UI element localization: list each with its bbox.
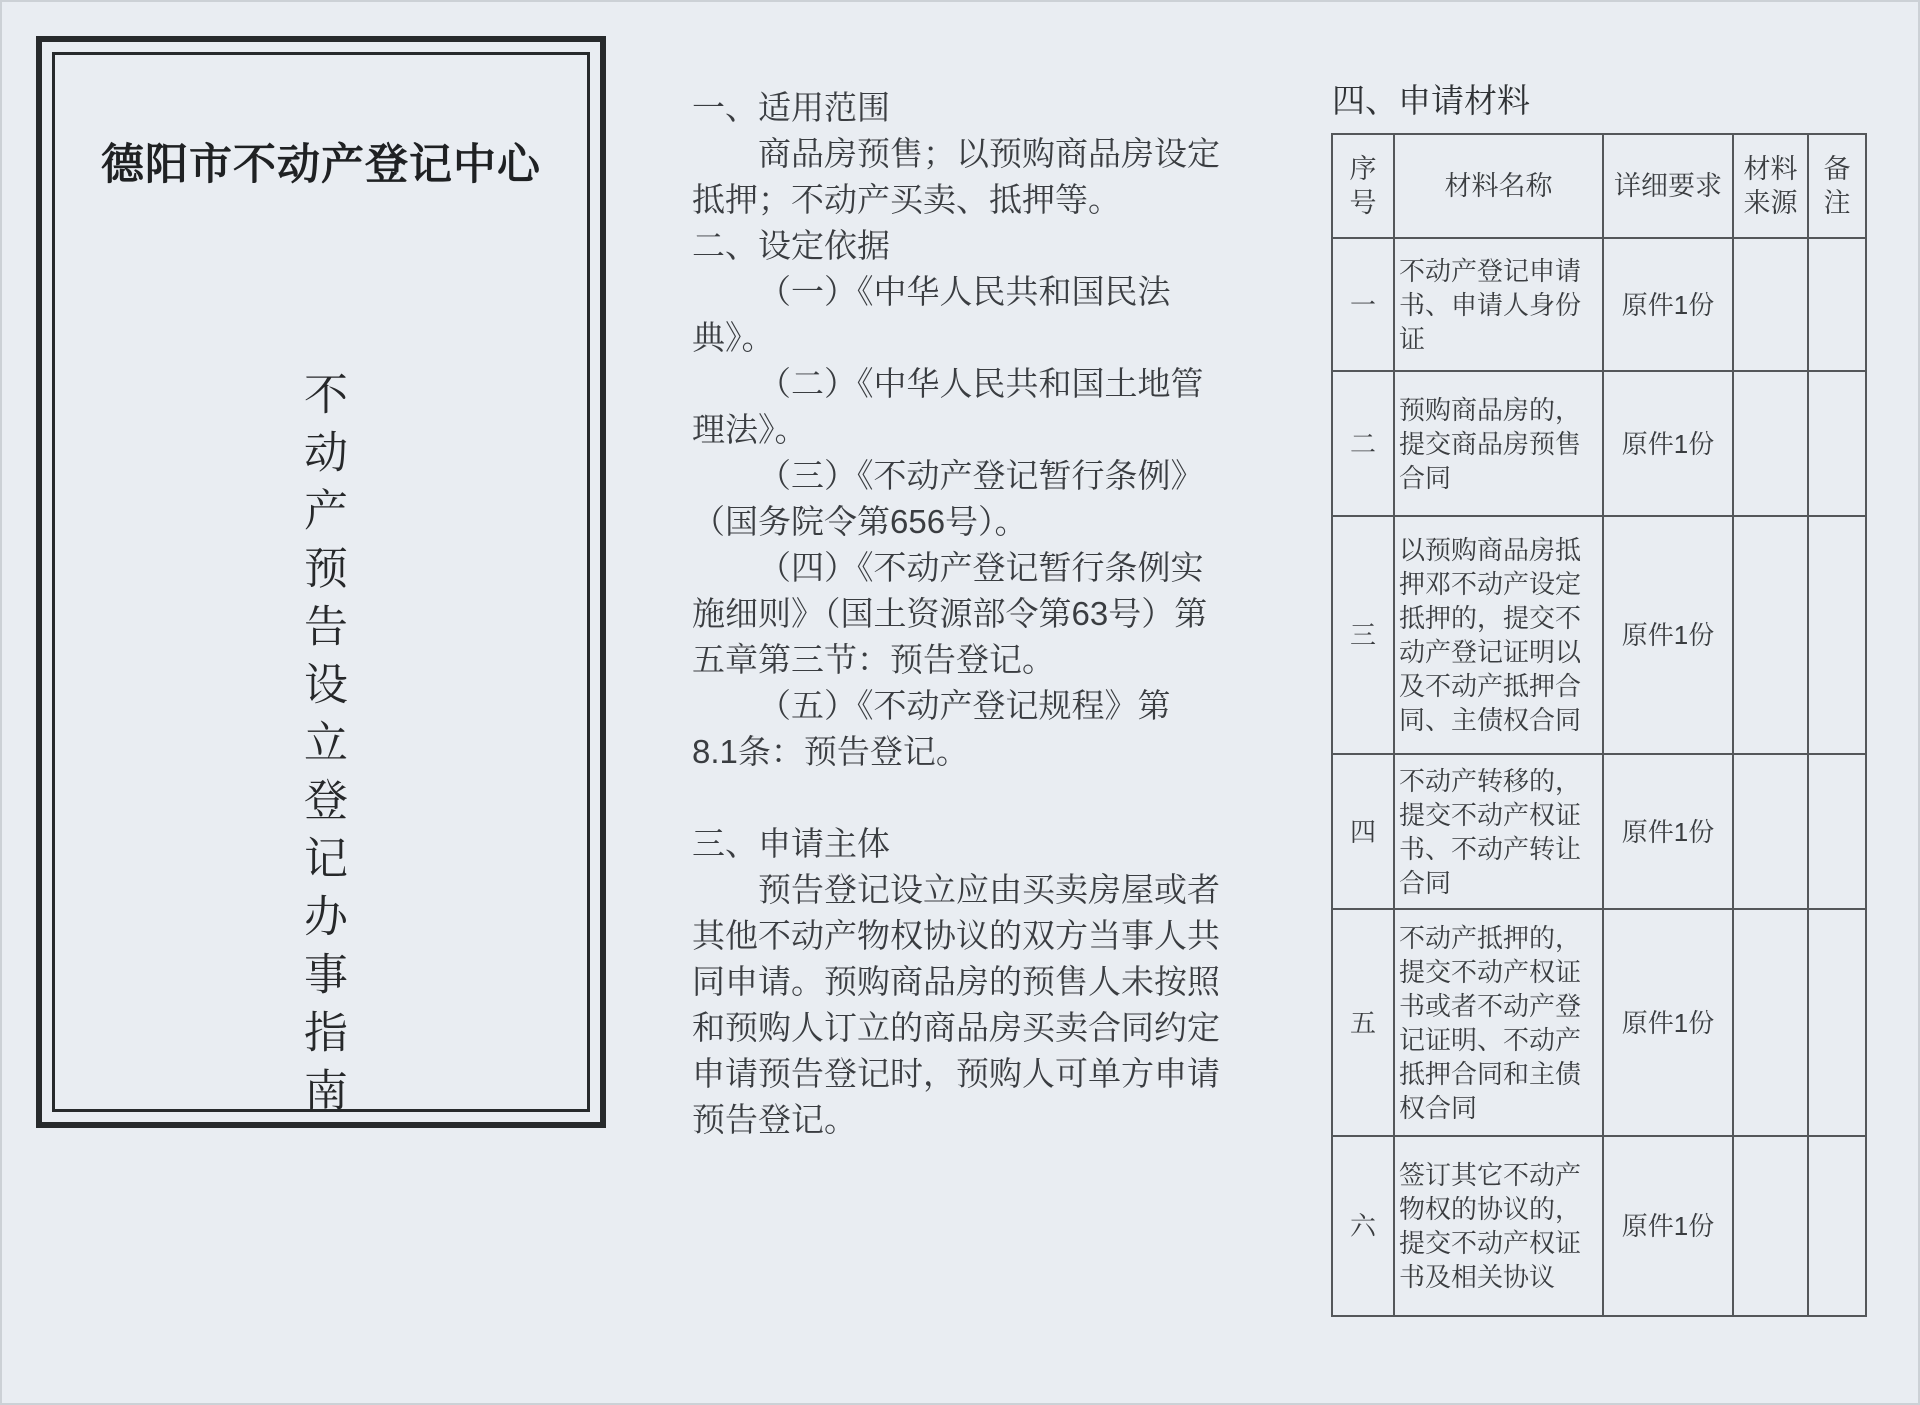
- header-requirements: 详细要求: [1603, 134, 1733, 238]
- cell-require: 原件1份: [1603, 516, 1733, 754]
- table-header-row: [1332, 134, 1866, 238]
- document-title-vertical: 不动产预告设立登记办事指南: [297, 371, 346, 1125]
- cell-seq-no: 四: [1332, 754, 1394, 909]
- cover-panel-inner-frame: [52, 52, 590, 1125]
- cell-source: [1733, 909, 1808, 1136]
- cell-material: 预购商品房的，提交商品房预售合同: [1394, 371, 1603, 516]
- cell-remark: [1808, 754, 1866, 909]
- cell-seq-no: 三: [1332, 516, 1394, 754]
- text-line: 预告登记设立应由买卖房屋或者: [758, 871, 1220, 908]
- header-source: 材料来源: [1733, 134, 1808, 238]
- cell-remark: [1808, 909, 1866, 1136]
- cell-source: [1733, 516, 1808, 754]
- cell-material: 不动产抵押的，提交不动产权证书或者不动产登记证明、不动产抵押合同和主债权合同: [1394, 909, 1603, 1136]
- cell-source: [1733, 754, 1808, 909]
- cell-material: 不动产登记申请书、申请人身份证: [1394, 238, 1603, 371]
- cell-seq-no: 六: [1332, 1136, 1394, 1316]
- organization-title: 德阳市不动产登记中心: [101, 142, 541, 189]
- cover-panel: [36, 36, 606, 1128]
- cell-source: [1733, 1136, 1808, 1316]
- table-row: [1332, 754, 1866, 909]
- cell-material: 以预购商品房抵押邓不动产设定抵押的，提交不动产登记证明以及不动产抵押合同、主债权合同: [1394, 516, 1603, 754]
- text-line: （三）《不动产登记暂行条例》: [758, 457, 1204, 494]
- text-line: 理法》。: [692, 411, 808, 448]
- cell-source: [1733, 371, 1808, 516]
- materials-table: [1331, 133, 1867, 1317]
- text-line: 预告登记。: [692, 1101, 857, 1138]
- cell-require: 原件1份: [1603, 1136, 1733, 1316]
- text-line: 施细则》（国土资源部令第63号）第: [692, 595, 1208, 632]
- text-line: 典》。: [692, 319, 775, 356]
- table-row: [1332, 516, 1866, 754]
- text-line: （一）《中华人民共和国民法: [758, 273, 1171, 310]
- header-remarks: 备注: [1808, 134, 1866, 238]
- cell-seq-no: 一: [1332, 238, 1394, 371]
- cell-seq-no: 五: [1332, 909, 1394, 1136]
- text-line: 和预购人订立的商品房买卖合同约定: [692, 1009, 1220, 1046]
- text-line: （二）《中华人民共和国土地管: [758, 365, 1204, 402]
- cell-require: 原件1份: [1603, 371, 1733, 516]
- text-line: 8.1条：预告登记。: [692, 733, 969, 770]
- cell-material: 不动产转移的，提交不动产权证书、不动产转让合同: [1394, 754, 1603, 909]
- text-line: 申请预告登记时，预购人可单方申请: [692, 1055, 1220, 1092]
- cell-material: 签订其它不动产物权的协议的，提交不动产权证书及相关协议: [1394, 1136, 1603, 1316]
- text-line: 同申请。预购商品房的预售人未按照: [692, 963, 1220, 1000]
- text-line: 商品房预售；以预购商品房设定: [758, 135, 1220, 172]
- text-line: 抵押；不动产买卖、抵押等。: [692, 181, 1121, 218]
- table-row: [1332, 909, 1866, 1136]
- cell-remark: [1808, 371, 1866, 516]
- cell-source: [1733, 238, 1808, 371]
- cell-remark: [1808, 1136, 1866, 1316]
- section-heading-subject: 三、申请主体: [692, 825, 890, 862]
- cell-remark: [1808, 238, 1866, 371]
- table-row: [1332, 238, 1866, 371]
- text-line: 五章第三节：预告登记。: [692, 641, 1055, 678]
- cell-require: 原件1份: [1603, 238, 1733, 371]
- cell-remark: [1808, 516, 1866, 754]
- section-heading-scope: 一、适用范围: [692, 89, 890, 126]
- section-heading-materials: 四、申请材料: [1332, 82, 1530, 119]
- blank-line: [692, 775, 1252, 821]
- cell-seq-no: 二: [1332, 371, 1394, 516]
- text-line: （五）《不动产登记规程》第: [758, 687, 1171, 724]
- table-row: [1332, 371, 1866, 516]
- text-line: 其他不动产物权协议的双方当事人共: [692, 917, 1220, 954]
- cell-require: 原件1份: [1603, 909, 1733, 1136]
- cell-require: 原件1份: [1603, 754, 1733, 909]
- body-text-column: [692, 85, 1252, 1143]
- header-material-name: 材料名称: [1394, 134, 1603, 238]
- table-row: [1332, 1136, 1866, 1316]
- text-line: （国务院令第656号）。: [692, 503, 1028, 540]
- section-heading-basis: 二、设定依据: [692, 227, 890, 264]
- text-line: （四）《不动产登记暂行条例实: [758, 549, 1204, 586]
- header-seq-no: 序号: [1332, 134, 1394, 238]
